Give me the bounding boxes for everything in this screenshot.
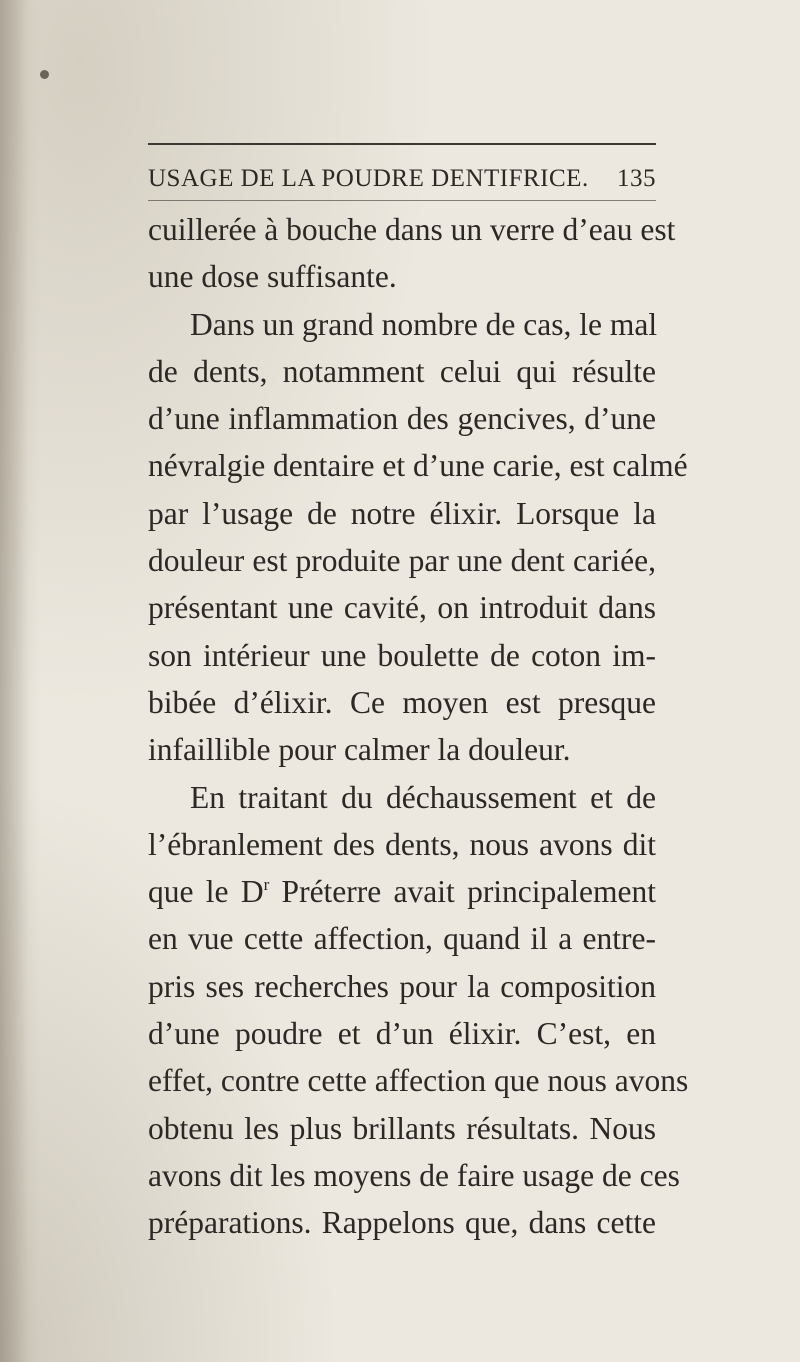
text-line: névralgie dentaire et d’une carie, est calmé bbox=[148, 448, 688, 484]
text-line: en vue cette affection, quand il a entre- bbox=[148, 921, 656, 957]
ink-spot bbox=[40, 70, 49, 79]
text-line bbox=[148, 868, 656, 915]
text-line: présentant une cavité, on introduit dans bbox=[148, 590, 656, 626]
text-line: bibée d’élixir. Ce moyen est presque bbox=[148, 684, 656, 720]
text-line: de dents, notamment celui qui résulte bbox=[148, 353, 656, 389]
text-line: d’une inflammation des gencives, d’une bbox=[148, 401, 656, 437]
text-line: l’ébranlement des dents, nous avons dit bbox=[148, 826, 656, 862]
text-line: par l’usage de notre élixir. Lorsque la bbox=[148, 495, 656, 531]
text-line: son intérieur une boulette de coton im- bbox=[148, 637, 656, 673]
running-header bbox=[148, 163, 656, 195]
running-title: USAGE DE LA POUDRE DENTIFRICE. bbox=[148, 165, 589, 192]
text-line: pris ses recherches pour la composition bbox=[148, 968, 656, 1004]
body-text bbox=[148, 206, 689, 1247]
text-line: obtenu les plus brillants résultats. Nous bbox=[148, 1110, 656, 1146]
text-segment: Préterre avait principalement bbox=[269, 874, 656, 910]
text-line: une dose suffisante. bbox=[148, 259, 397, 295]
text-line: Dans un grand nombre de cas, le mal bbox=[190, 306, 658, 342]
text-segment: que le D bbox=[148, 874, 264, 910]
text-line: avons dit les moyens de faire usage de ces bbox=[148, 1157, 680, 1193]
header-rule-bottom bbox=[148, 200, 656, 201]
text-line: préparations. Rappelons que, dans cette bbox=[148, 1205, 656, 1241]
text-line: En traitant du déchaussement et de bbox=[190, 779, 656, 815]
text-line: douleur est produite par une dent cariée, bbox=[148, 543, 656, 579]
superscript: r bbox=[263, 875, 270, 895]
header-rule-top bbox=[148, 143, 656, 145]
text-line: cuillerée à bouche dans un verre d’eau est bbox=[148, 212, 676, 247]
page-number: 135 bbox=[617, 165, 656, 192]
binding-shadow bbox=[0, 0, 28, 1362]
text-line: d’une poudre et d’un élixir. C’est, en bbox=[148, 1016, 656, 1052]
text-line: infaillible pour calmer la douleur. bbox=[148, 732, 571, 768]
text-line: effet, contre cette affection que nous avons bbox=[148, 1063, 689, 1099]
